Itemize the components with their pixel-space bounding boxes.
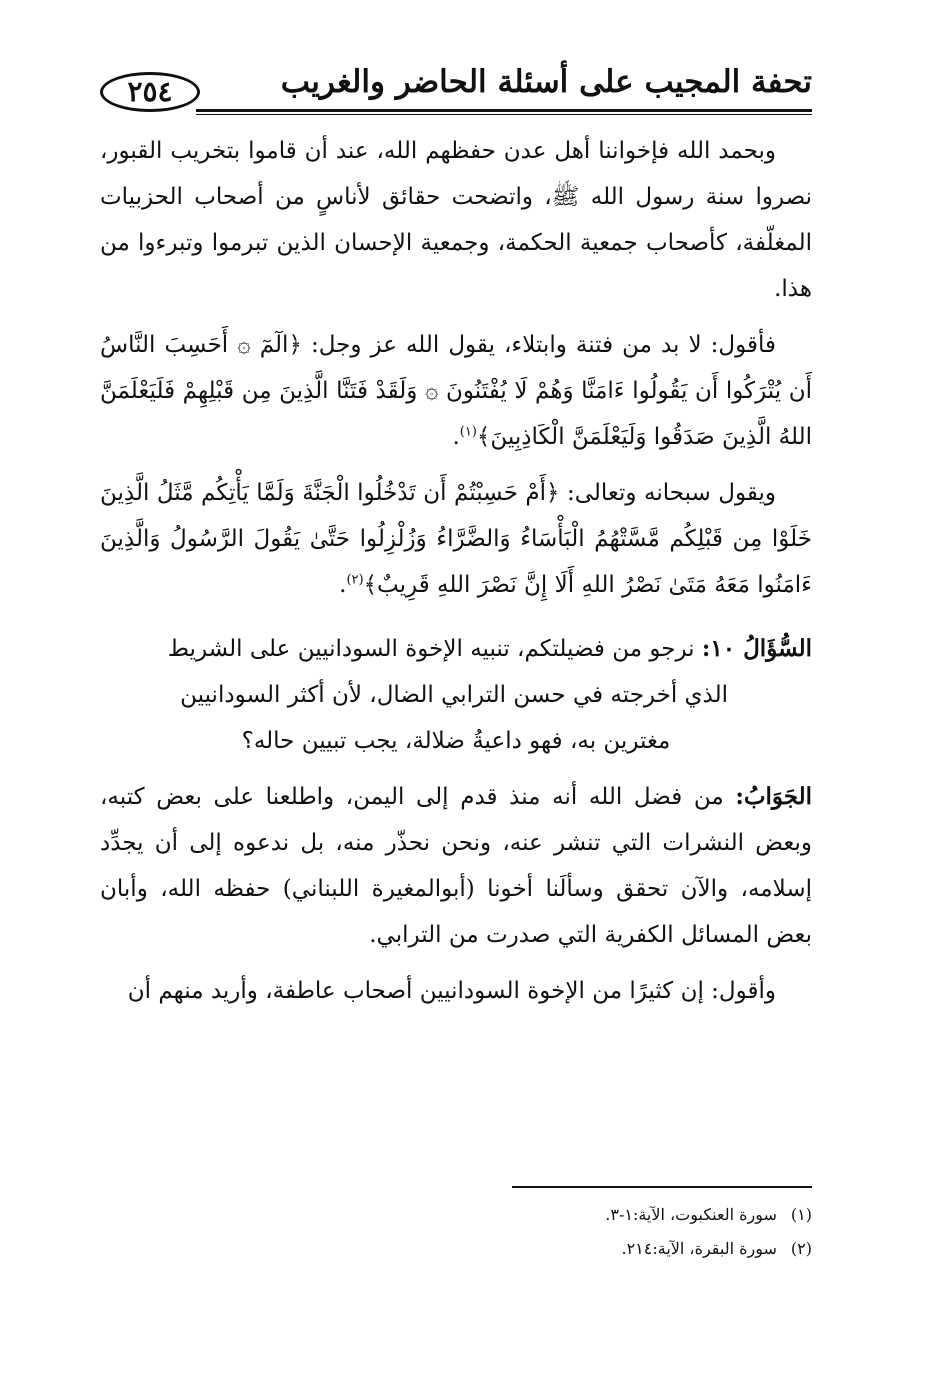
paragraph-2-text: فأقول: لا بد من فتنة وابتلاء، يقول الله عز وجل: ﴿الٓمٓ ۞ أَحَسِبَ النَّاسُ أَن يُتْرَكُوا أَن يَقُولُوا ءَامَنَّا وَهُمْ لَا يُفْتَنُونَ ۞ وَلَقَدْ فَتَنَّا الَّذِينَ مِن قَبْلِهِمْ فَلَيَعْلَمَنَّ اللهُ الَّذِينَ صَدَقُوا وَلَيَعْلَمَنَّ الْكَاذِبِينَ﴾ bbox=[100, 332, 812, 450]
footnote-1-text: سورة العنكبوت، الآية:١-٣. bbox=[605, 1205, 777, 1224]
paragraph-3-end: . bbox=[339, 572, 347, 598]
footnote-ref-2: (٢) bbox=[346, 572, 364, 588]
question-line-1 bbox=[100, 626, 812, 672]
footnote-rule bbox=[512, 1186, 812, 1188]
paragraph-2-end: . bbox=[452, 424, 460, 450]
running-title: تحفة المجيب على أسئلة الحاضر والغريب bbox=[280, 64, 812, 100]
answer-paragraph bbox=[100, 774, 812, 958]
question-line-3: مغترين به، فهو داعيةُ ضلالة، يجب تبيين حاله؟ bbox=[241, 728, 671, 754]
question-text-1: نرجو من فضيلتكم، تنبيه الإخوة السودانيين على الشريط bbox=[167, 636, 695, 662]
paragraph-2 bbox=[100, 322, 812, 460]
answer-label: الجَوَابُ: bbox=[735, 783, 812, 810]
paragraph-1: وبحمد الله فإخواننا أهل عدن حفظهم الله، عند أن قاموا بتخريب القبور، نصروا سنة رسول الله ﷺ، واتضحت حقائق لأناسٍ من أصحاب الحزبيات المغلّفة، كأصحاب جمعية الحكمة، وجمعية الإحسان الذين تبرموا وتبرءوا من هذا. bbox=[100, 138, 812, 302]
question-label: السُّؤَالُ ١٠: bbox=[701, 635, 812, 662]
footnote-2 bbox=[100, 1232, 812, 1266]
footnote-1 bbox=[100, 1198, 812, 1232]
header-rule bbox=[196, 109, 812, 115]
footnotes bbox=[100, 1198, 812, 1266]
page-header bbox=[100, 58, 812, 114]
paragraph-last: وأقول: إن كثيرًا من الإخوة السودانيين أصحاب عاطفة، وأريد منهم أن bbox=[127, 978, 776, 1004]
question-line-2: الذي أخرجته في حسن الترابي الضال، لأن أكثر السودانيين bbox=[180, 682, 728, 708]
answer-text: من فضل الله أنه منذ قدم إلى اليمن، واطلعنا على بعض كتبه، وبعض النشرات التي تنشر عنه، ونحن نحذّر منه، بل ندعوه إلى أن يجدِّد إسلامه، والآن تحقق وسألَنا أخونا (أبوالمغيرة اللبناني) حفظه الله، وأبان بعض المسائل الكفرية التي صدرت من الترابي. bbox=[100, 784, 812, 948]
footnote-ref-1: (١) bbox=[459, 424, 477, 440]
paragraph-3-text: ويقول سبحانه وتعالى: ﴿أَمْ حَسِبْتُمْ أَن تَدْخُلُوا الْجَنَّةَ وَلَمَّا يَأْتِكُم مَّثَلُ الَّذِينَ خَلَوْا مِن قَبْلِكُم مَّسَّتْهُمُ الْبَأْسَاءُ وَالضَّرَّاءُ وَزُلْزِلُوا حَتَّىٰ يَقُولَ الرَّسُولُ وَالَّذِينَ ءَامَنُوا مَعَهُ مَتَىٰ نَصْرُ اللهِ أَلَا إِنَّ نَصْرَ اللهِ قَرِيبٌ﴾ bbox=[100, 480, 812, 598]
page-number: ٢٥٤ bbox=[100, 72, 200, 112]
paragraph-3 bbox=[100, 470, 812, 608]
footnote-1-number: (١) bbox=[790, 1205, 812, 1224]
footnote-2-text: سورة البقرة، الآية:٢١٤. bbox=[621, 1239, 777, 1258]
body-text bbox=[100, 128, 812, 1014]
question-block bbox=[100, 626, 812, 764]
footnote-2-number: (٢) bbox=[790, 1239, 812, 1258]
